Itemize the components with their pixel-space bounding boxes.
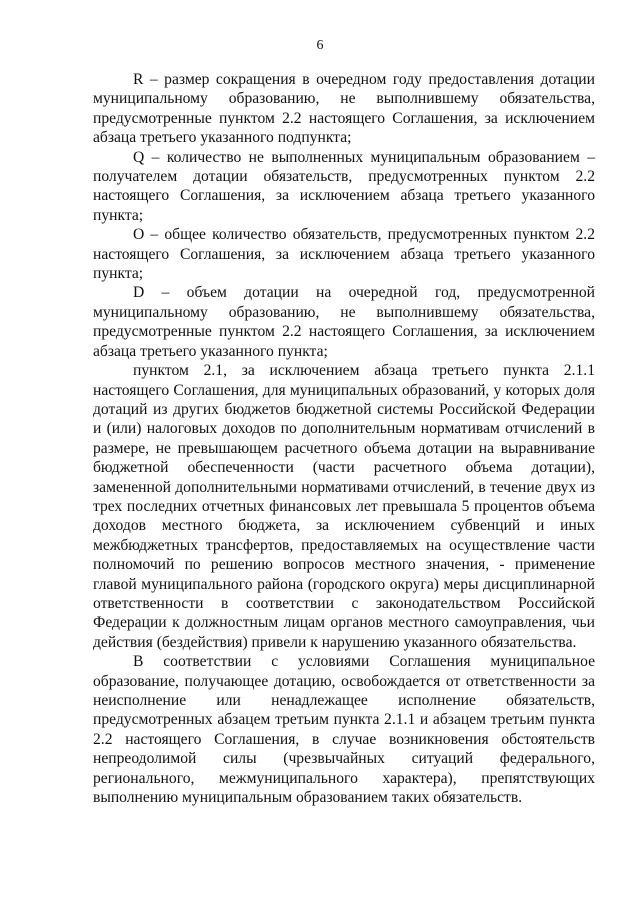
paragraph-clause-2-1: пунктом 2.1, за исключением абзаца третьего пункта 2.1.1 настоящего Соглашения, для муниципальных образований, у которых доля дотаций из других бюджетов бюджетной системы Российской Федерации и (или) налоговых доходов по дополнительным нормативам отчислений в размере, не превышающем расчетного объема дотации на выравнивание бюджетной обеспеченности (части расчетного объема дотации), замененной дополнительными нормативами отчислений, в течение двух из трех последних отчетных финансовых лет превышала 5 процентов объема доходов местного бюджета, за исключением субвенций и иных межбюджетных трансфертов, предоставляемых на осуществление части полномочий по решению вопросов местного значения, - применение главой муниципального района (городского округа) меры дисциплинарной ответственности в соответствии с законодательством Российской Федерации к должностным лицам органов местного самоуправления, чьи действия (бездействия) привели к нарушению указанного обязательства.	[93, 362, 595, 651]
paragraph-r-definition: R – размер сокращения в очередном году предоставления дотации муниципальному образованию, не выполнившему обязательства, предусмотренные пунктом 2.2 настоящего Соглашения, за исключением абзаца третьего указанного подпункта;	[93, 71, 595, 147]
paragraph-o-definition: O – общее количество обязательств, предусмотренных пунктом 2.2 настоящего Соглашения, за исключением абзаца третьего указанного пункта;	[93, 226, 595, 283]
document-body	[93, 70, 595, 807]
page-number: 6	[316, 38, 324, 53]
paragraph-d-definition: D – объем дотации на очередной год, предусмотренной муниципальному образованию, не выполнившему обязательства, предусмотренные пунктом 2.2 настоящего Соглашения, за исключением абзаца третьего указанного пункта;	[93, 284, 595, 360]
paragraph-q-definition: Q – количество не выполненных муниципальным образованием – получателем дотации обязательств, предусмотренных пунктом 2.2 настоящего Соглашения, за исключением абзаца третьего указанного пункта;	[93, 148, 595, 224]
paragraph-force-majeure: В соответствии с условиями Соглашения муниципальное образование, получающее дотацию, освобождается от ответственности за неисполнение или ненадлежащее исполнение обязательств, предусмотренных абзацем третьим пункта 2.1.1 и абзацем третьим пункта 2.2 настоящего Соглашения, в случае возникновения обстоятельств непреодолимой силы (чрезвычайных ситуаций федерального, регионального, межмуниципального характера), препятствующих выполнению муниципальным образованием таких обязательств.	[93, 653, 595, 807]
